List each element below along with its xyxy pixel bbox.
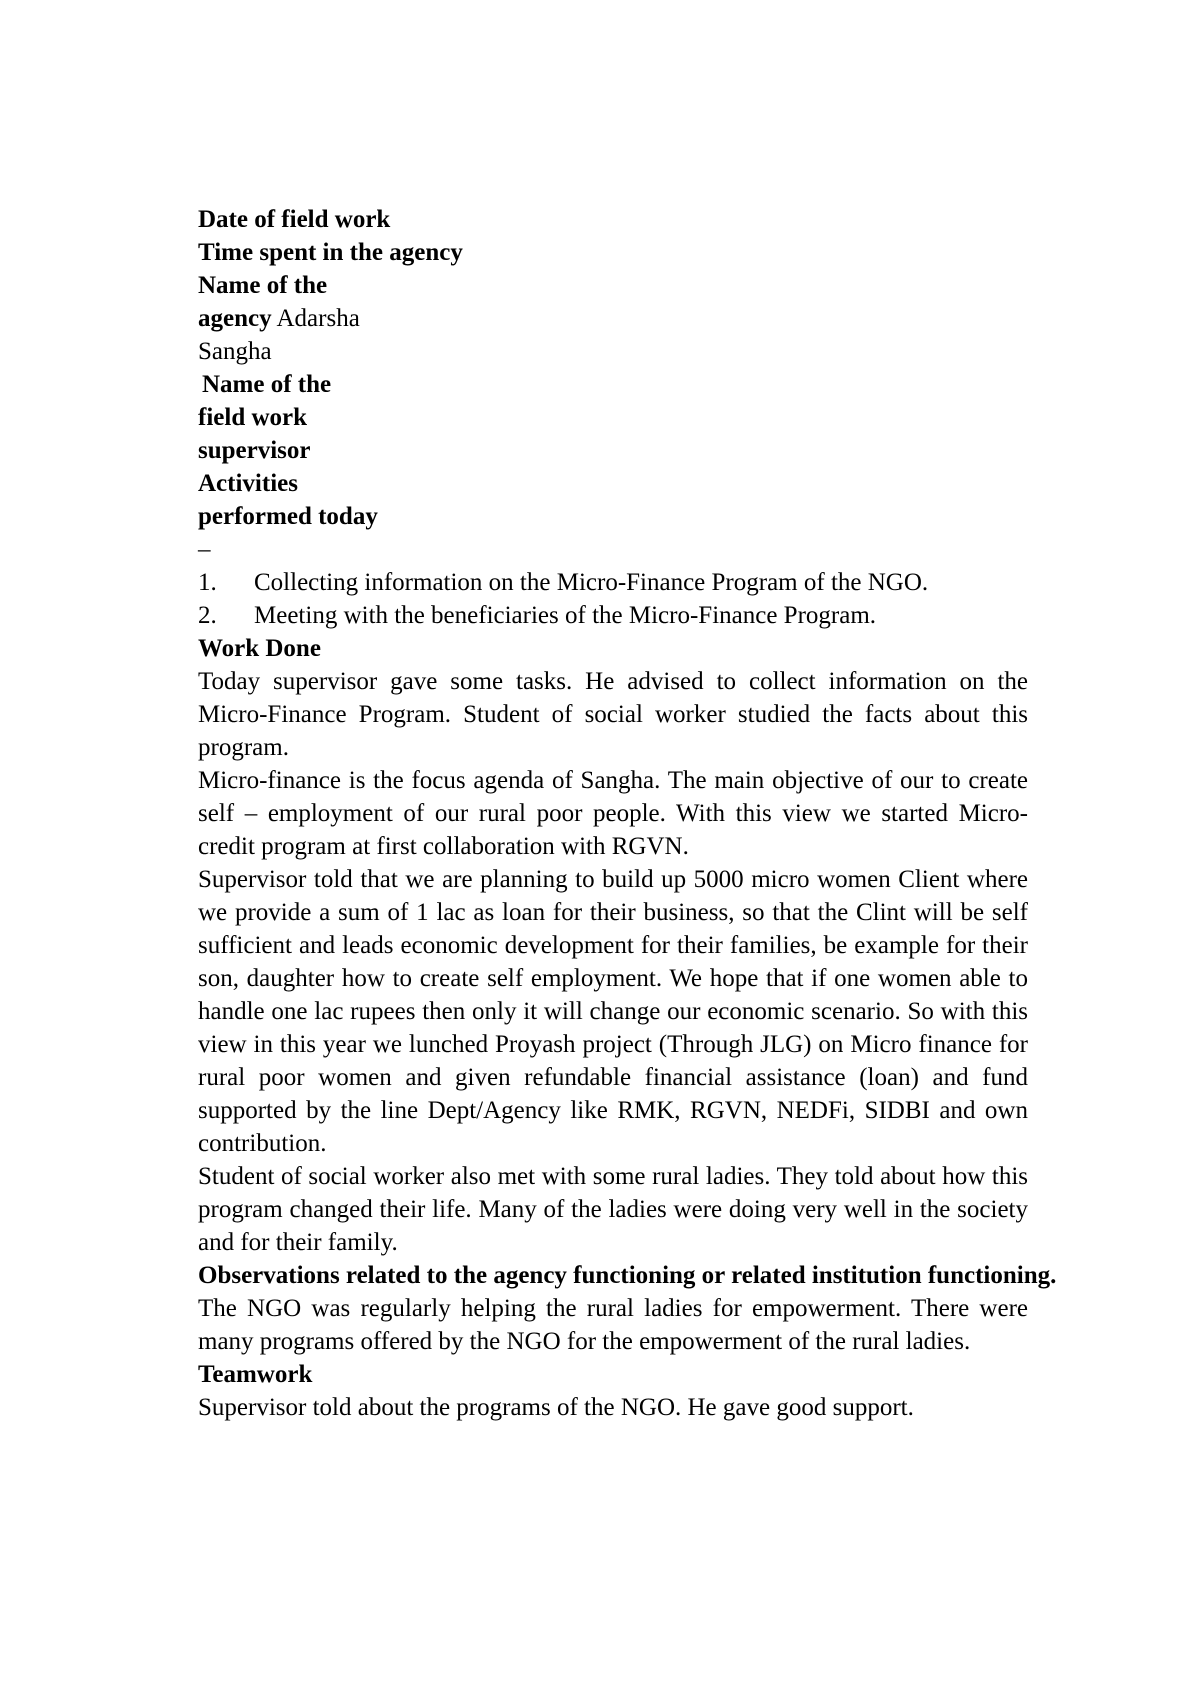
work-done-paragraph-1: Today supervisor gave some tasks. He advised to collect information on the Micro-Finance Program. Student of social worker studied the facts about this program. xyxy=(198,668,1028,761)
agency-name-row xyxy=(198,302,1028,335)
work-done-paragraph-2: Micro-finance is the focus agenda of Sangha. The main objective of our to create self – employment of our rural poor people. With this view we started Micro-credit program at first collaboration with RGVN. xyxy=(198,767,1028,860)
teamwork-heading: Teamwork xyxy=(198,1361,313,1388)
work-done-heading: Work Done xyxy=(198,635,321,662)
work-done-paragraph-4: Student of social worker also met with some rural ladies. They told about how this program changed their life. Many of the ladies were doing very well in the society and for their family. xyxy=(198,1163,1028,1256)
agency-name-label-line1: Name of the xyxy=(198,272,328,299)
activities-label-line2: performed today xyxy=(198,503,378,530)
teamwork-paragraph: Supervisor told about the programs of the NGO. He gave good support. xyxy=(198,1394,914,1421)
list-item xyxy=(198,599,1028,632)
time-spent-label: Time spent in the agency xyxy=(198,239,463,266)
activities-label-line1: Activities xyxy=(198,470,298,497)
supervisor-label-line2: field work xyxy=(198,404,308,431)
work-done-paragraph-3: Supervisor told that we are planning to build up 5000 micro women Client where we provide a sum of 1 lac as loan for their business, so that the Clint will be self sufficient and leads economic development for their families, be example for their son, daughter how to create self employment. We hope that if one women able to handle one lac rupees then only it will change our economic scenario. So with this view in this year we lunched Proyash project (Through JLG) on Micro finance for rural poor women and given refundable financial assistance (loan) and fund supported by the line Dept/Agency like RMK, RGVN, NEDFi, SIDBI and own contribution. xyxy=(198,866,1028,1157)
list-item xyxy=(198,566,1028,599)
list-item-text: Meeting with the beneficiaries of the Micro-Finance Program. xyxy=(254,602,877,629)
agency-name-value-part1: Adarsha xyxy=(276,305,360,332)
observations-paragraph: The NGO was regularly helping the rural ladies for empowerment. There were many programs offered by the NGO for the empowerment of the rural ladies. xyxy=(198,1295,1028,1355)
observations-heading: Observations related to the agency functioning or related institution functioning. xyxy=(198,1262,1057,1289)
supervisor-label-line3: supervisor xyxy=(198,437,311,464)
list-item-number: 2. xyxy=(198,602,217,629)
list-item-text: Collecting information on the Micro-Finance Program of the NGO. xyxy=(254,569,929,596)
agency-name-label-line2: agency xyxy=(198,305,272,332)
supervisor-label-line1: Name of the xyxy=(202,371,332,398)
document-content xyxy=(198,203,1057,1424)
date-of-field-work-label: Date of field work xyxy=(198,206,391,233)
activities-dash: – xyxy=(198,536,211,563)
agency-name-value-part2: Sangha xyxy=(198,338,272,365)
list-item-number: 1. xyxy=(198,569,217,596)
